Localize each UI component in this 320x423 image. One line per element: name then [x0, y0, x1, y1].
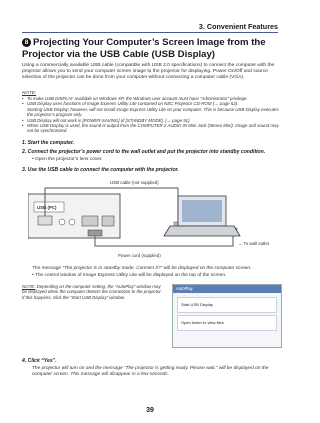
note-item: • To make USB DISPLAY available on Windows XP, the Windows user account must have “Administrator” privilege.	[22, 96, 280, 101]
note-item: • USB Display will not work in [POWER-SAVING] of [STANDBY MODE]. (→ page 91)	[22, 118, 280, 123]
section-header: 3. Convenient Features	[198, 22, 278, 31]
wall-outlet-caption: → To wall outlet	[238, 241, 269, 246]
step-2: 2. Connect the projector’s power cord to the wall outlet and put the projector into standby condition.	[22, 149, 266, 155]
step-3: 3. Use the USB cable to connect the computer with the projector.	[22, 167, 179, 173]
connection-diagram	[28, 182, 278, 262]
usb-port-label: USB (PC)	[37, 205, 57, 210]
usb-port	[38, 216, 52, 225]
step-3-result-sub: • The control window of Image Express Utility Lite will be displayed on the top of the screen.	[32, 273, 227, 278]
note-2-text: Depending on the computer setting, the “AutoPlay” window may be displayed when the computer detects the connection to the projector. If this happens, click the “Start USB Display” window.	[22, 284, 162, 300]
open-folder-option: Open folder to view files	[177, 315, 277, 331]
note-item: • When USB Display is used, the sound is output from the COMPUTER 2 AUDIO IN Mini Jack (Stereo Mini). Image and sound may not be synchronized.	[22, 123, 280, 134]
start-usb-display-option: Start USB Display	[177, 297, 277, 313]
header-divider	[22, 32, 278, 33]
autoplay-screenshot	[172, 284, 282, 348]
power-cord-caption: Power cord (supplied)	[118, 253, 161, 258]
note-header: NOTE:	[22, 90, 37, 95]
laptop-base	[164, 226, 240, 236]
note-list	[22, 96, 280, 134]
note-item: • USB Display uses functions of Image Express Utility Lite contained on NEC Projector CD-ROM (→ page 52).	[22, 101, 280, 106]
step-1: 1. Start the computer.	[22, 140, 75, 146]
usb-cable-caption: USB cable (not supplied)	[110, 180, 159, 185]
power-inlet	[88, 230, 102, 236]
vga-port	[82, 216, 98, 226]
autoplay-title: AutoPlay	[173, 285, 281, 293]
step-2-sub: • Open the projector’s lens cover.	[32, 157, 103, 162]
audio-jack	[59, 219, 65, 225]
step-3-result: The message “The projector is in standby mode. Connect it?” will be displayed on the computer screen.	[32, 266, 252, 271]
page-title	[22, 37, 282, 60]
section-number-badge: 8	[22, 38, 31, 47]
step-4-result: The projector will turn on and the message “The projector is getting ready. Please wait.” will be displayed on the computer screen. This message will disappear in a few seconds.	[32, 366, 269, 377]
step-4: 4. Click “Yes”.	[22, 358, 57, 364]
note-2-header: NOTE:	[22, 284, 36, 289]
section-title: Projecting Your Computer’s Screen Image from the Projector via the USB Cable (USB Display)	[22, 37, 266, 60]
laptop-display	[182, 200, 222, 222]
intro-paragraph: Using a commercially available USB cable (compatible with USB 2.0 specifications) to connect the computer with the projector allows you to send your computer screen image to the projector for displaying. Power On/Off and source selection of the projector can be done from your computer without connecting a computer cable (VGA).	[22, 63, 275, 81]
audio-jack	[69, 219, 75, 225]
page-number: 39	[146, 407, 154, 414]
note-2	[22, 284, 162, 300]
note-item-continued: Starting USB Display; however, will not install Image Express Utility Lite on your computer. This is because USB Display executes the projector’s program only.	[27, 106, 279, 118]
lan-port	[102, 216, 114, 226]
